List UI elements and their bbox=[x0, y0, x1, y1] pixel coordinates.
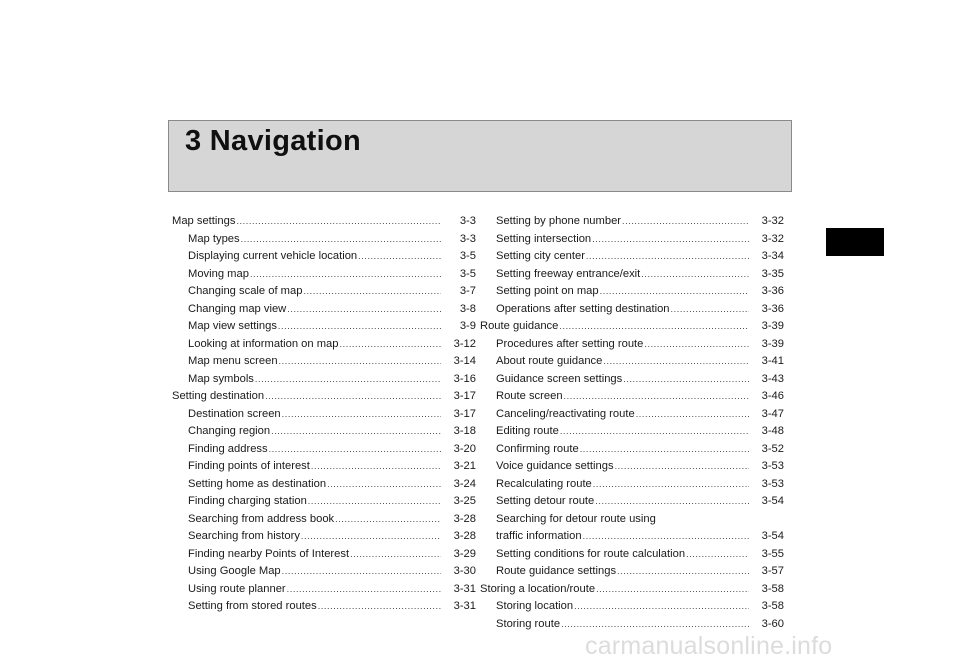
toc-entry-label: Map view settings bbox=[188, 320, 277, 332]
toc-entry[interactable] bbox=[172, 528, 476, 546]
toc-entry[interactable] bbox=[480, 301, 784, 319]
toc-entry-label: Finding points of interest bbox=[188, 460, 310, 472]
dot-leader bbox=[641, 266, 749, 284]
toc-entry-page: 3-57 bbox=[761, 565, 784, 577]
toc-entry-page: 3-28 bbox=[453, 512, 476, 525]
watermark: carmanualsonline.info bbox=[585, 632, 833, 660]
toc-entry-label: Using route planner bbox=[188, 582, 286, 595]
toc-entry-label: Searching from address book bbox=[188, 512, 335, 525]
toc-entry-label: Changing map view bbox=[188, 302, 287, 315]
dot-leader bbox=[303, 283, 441, 301]
toc-entry[interactable] bbox=[480, 563, 784, 581]
dot-leader bbox=[350, 546, 441, 564]
toc-entry-page: 3-12 bbox=[453, 337, 476, 350]
dot-leader bbox=[595, 493, 749, 511]
dot-leader bbox=[327, 476, 441, 494]
toc-entry-page: 3-54 bbox=[761, 495, 784, 507]
dot-leader bbox=[580, 441, 749, 459]
toc-section-entry[interactable] bbox=[480, 581, 784, 599]
toc-entry-label: Route screen bbox=[496, 390, 563, 402]
toc-entry-page: 3-9 bbox=[459, 320, 476, 332]
toc-entry[interactable] bbox=[172, 266, 476, 284]
dot-leader bbox=[255, 371, 441, 389]
toc-entry-label: Setting freeway entrance/exit bbox=[496, 267, 641, 280]
toc-entry-label: Confirming route bbox=[496, 442, 579, 455]
toc-entry-page: 3-31 bbox=[453, 600, 476, 612]
toc-entry[interactable] bbox=[172, 353, 476, 371]
toc-entry-label: Storing location bbox=[496, 600, 574, 612]
dot-leader bbox=[617, 563, 749, 581]
dot-leader bbox=[603, 353, 749, 371]
toc-entry[interactable] bbox=[172, 546, 476, 564]
toc-entry[interactable] bbox=[172, 301, 476, 319]
toc-entry[interactable] bbox=[480, 248, 784, 266]
toc-entry[interactable] bbox=[480, 423, 784, 441]
toc-entry-label: Route guidance settings bbox=[496, 565, 617, 577]
toc-entry[interactable] bbox=[480, 406, 784, 424]
toc-entry-page: 3-60 bbox=[761, 617, 784, 630]
toc-entry-label: Moving map bbox=[188, 267, 249, 280]
toc-entry-page: 3-3 bbox=[459, 232, 476, 245]
toc-entry-label: Looking at information on map bbox=[188, 337, 339, 350]
toc-entry-label: Searching from history bbox=[188, 530, 300, 542]
dot-leader bbox=[279, 353, 441, 371]
toc-entry[interactable] bbox=[480, 371, 784, 389]
toc-entry-page: 3-55 bbox=[761, 547, 784, 560]
dot-leader bbox=[592, 231, 749, 249]
toc-entry-label: Changing scale of map bbox=[188, 285, 303, 297]
dot-leader bbox=[600, 283, 749, 301]
toc-entry-page: 3-47 bbox=[761, 407, 784, 420]
toc-entry-page: 3-36 bbox=[761, 285, 784, 297]
toc-entry-page: 3-14 bbox=[453, 355, 476, 367]
toc-entry-page: 3-53 bbox=[761, 460, 784, 472]
toc-entry-label: Map types bbox=[188, 232, 240, 245]
toc-entry-label: Recalculating route bbox=[496, 477, 592, 490]
toc-entry-label: About route guidance bbox=[496, 355, 603, 367]
dot-leader bbox=[269, 441, 441, 459]
toc-entry-page: 3-3 bbox=[459, 215, 476, 227]
toc-entry-label: Storing a location/route bbox=[480, 582, 596, 595]
dot-leader bbox=[318, 598, 441, 616]
toc-entry-page: 3-30 bbox=[453, 565, 476, 577]
dot-leader bbox=[287, 581, 441, 599]
toc-entry[interactable] bbox=[480, 441, 784, 459]
toc-entry-label: Setting from stored routes bbox=[188, 600, 317, 612]
toc-entry-label: Map symbols bbox=[188, 372, 254, 385]
dot-leader bbox=[574, 598, 749, 616]
toc-entry[interactable] bbox=[480, 598, 784, 616]
toc-entry[interactable] bbox=[172, 458, 476, 476]
dot-leader bbox=[335, 511, 441, 529]
dot-leader bbox=[340, 336, 441, 354]
dot-leader bbox=[596, 581, 749, 599]
toc-entry-label: Setting city center bbox=[496, 250, 585, 262]
dot-leader bbox=[308, 493, 441, 511]
toc-entry[interactable] bbox=[172, 283, 476, 301]
toc-entry-page: 3-31 bbox=[453, 582, 476, 595]
dot-leader bbox=[250, 266, 441, 284]
toc-entry[interactable] bbox=[480, 336, 784, 354]
toc-entry-label: Setting conditions for route calculation bbox=[496, 547, 686, 560]
toc-entry[interactable] bbox=[172, 493, 476, 511]
toc-entry-label: Setting intersection bbox=[496, 232, 592, 245]
toc-entry-page: 3-46 bbox=[761, 390, 784, 402]
dot-leader bbox=[358, 248, 441, 266]
toc-entry[interactable] bbox=[172, 563, 476, 581]
toc-entry-page: 3-7 bbox=[459, 285, 476, 297]
dot-leader bbox=[686, 546, 749, 564]
toc-entry-page: 3-48 bbox=[761, 425, 784, 437]
dot-leader bbox=[236, 213, 441, 231]
toc-entry-page: 3-36 bbox=[761, 302, 784, 315]
dot-leader bbox=[560, 423, 749, 441]
dot-leader bbox=[593, 476, 749, 494]
toc-entry-page: 3-58 bbox=[761, 582, 784, 595]
toc-entry-label: Finding charging station bbox=[188, 495, 307, 507]
dot-leader bbox=[615, 458, 749, 476]
toc-section-entry[interactable] bbox=[172, 213, 476, 231]
dot-leader bbox=[282, 563, 441, 581]
toc-entry-page: 3-20 bbox=[453, 442, 476, 455]
toc-entry-page: 3-28 bbox=[453, 530, 476, 542]
dot-leader bbox=[301, 528, 441, 546]
toc-column-left bbox=[172, 213, 476, 616]
toc-entry-label: Procedures after setting route bbox=[496, 337, 644, 350]
toc-section-entry[interactable] bbox=[172, 388, 476, 406]
toc-entry-label: Finding address bbox=[188, 442, 268, 455]
toc-entry[interactable] bbox=[480, 458, 784, 476]
toc-entry[interactable] bbox=[172, 318, 476, 336]
toc-entry-page: 3-24 bbox=[453, 477, 476, 490]
toc-entry-page: 3-39 bbox=[761, 320, 784, 332]
toc-entry[interactable] bbox=[172, 423, 476, 441]
toc-entry-label: Searching for detour route using bbox=[496, 512, 656, 525]
toc-section-entry[interactable] bbox=[480, 318, 784, 336]
dot-leader bbox=[559, 318, 749, 336]
toc-entry-page: 3-41 bbox=[761, 355, 784, 367]
dot-leader bbox=[671, 301, 749, 319]
toc-entry[interactable] bbox=[480, 493, 784, 511]
dot-leader bbox=[636, 406, 749, 424]
toc-entry-page: 3-21 bbox=[453, 460, 476, 472]
toc-entry[interactable] bbox=[480, 283, 784, 301]
toc-entry-label: Setting destination bbox=[172, 390, 265, 402]
dot-leader bbox=[583, 528, 749, 546]
toc-entry-page: 3-58 bbox=[761, 600, 784, 612]
toc-entry[interactable] bbox=[480, 231, 784, 249]
toc-entry[interactable] bbox=[172, 598, 476, 616]
toc-entry-page: 3-5 bbox=[459, 267, 476, 280]
toc-entry-page: 3-52 bbox=[761, 442, 784, 455]
chapter-header bbox=[168, 120, 792, 192]
toc-entry[interactable] bbox=[172, 441, 476, 459]
toc-entry-label: Setting detour route bbox=[496, 495, 595, 507]
toc-entry-label: Canceling/reactivating route bbox=[496, 407, 635, 420]
toc-entry-label: Editing route bbox=[496, 425, 559, 437]
toc-entry-page: 3-39 bbox=[761, 337, 784, 350]
toc-entry-label: Setting home as destination bbox=[188, 477, 327, 490]
chapter-tab-marker bbox=[826, 228, 884, 256]
toc-entry-label: Map settings bbox=[172, 215, 236, 227]
toc-entry[interactable] bbox=[172, 406, 476, 424]
dot-leader bbox=[278, 318, 441, 336]
toc-entry-label: Map menu screen bbox=[188, 355, 278, 367]
dot-leader bbox=[622, 213, 749, 231]
toc-entry-page: 3-17 bbox=[453, 390, 476, 402]
toc-entry-page: 3-34 bbox=[761, 250, 784, 262]
dot-leader bbox=[265, 388, 441, 406]
toc-entry-page: 3-5 bbox=[459, 250, 476, 262]
toc-entry-label: Finding nearby Points of Interest bbox=[188, 547, 350, 560]
toc-entry-label: Using Google Map bbox=[188, 565, 281, 577]
toc-entry-label: Route guidance bbox=[480, 320, 559, 332]
dot-leader bbox=[282, 406, 441, 424]
toc-entry-page: 3-32 bbox=[761, 232, 784, 245]
toc-entry-label: Guidance screen settings bbox=[496, 372, 623, 385]
toc-entry-label: Destination screen bbox=[188, 407, 281, 420]
toc-entry-label: Setting point on map bbox=[496, 285, 599, 297]
toc-entry-label: Storing route bbox=[496, 617, 561, 630]
toc-entry[interactable] bbox=[172, 336, 476, 354]
dot-leader bbox=[586, 248, 749, 266]
toc-entry-page: 3-16 bbox=[453, 372, 476, 385]
dot-leader bbox=[644, 336, 749, 354]
dot-leader bbox=[271, 423, 441, 441]
toc-entry[interactable] bbox=[172, 371, 476, 389]
toc-entry-label: Displaying current vehicle location bbox=[188, 250, 358, 262]
toc-entry[interactable] bbox=[480, 511, 784, 546]
toc-entry-page: 3-53 bbox=[761, 477, 784, 490]
toc-entry[interactable] bbox=[480, 388, 784, 406]
toc-entry[interactable] bbox=[172, 248, 476, 266]
dot-leader bbox=[311, 458, 441, 476]
toc-entry[interactable] bbox=[480, 266, 784, 284]
dot-leader bbox=[561, 616, 749, 634]
dot-leader bbox=[623, 371, 749, 389]
toc-entry-label: Operations after setting destination bbox=[496, 302, 670, 315]
toc-entry[interactable] bbox=[172, 476, 476, 494]
chapter-title: 3 Navigation bbox=[185, 125, 362, 157]
dot-leader bbox=[241, 231, 441, 249]
toc-entry[interactable] bbox=[172, 581, 476, 599]
toc-entry-page: 3-54 bbox=[761, 530, 784, 542]
toc-entry[interactable] bbox=[480, 616, 784, 634]
dot-leader bbox=[287, 301, 441, 319]
toc-entry[interactable] bbox=[172, 511, 476, 529]
toc-entry-page: 3-17 bbox=[453, 407, 476, 420]
toc-entry-page: 3-29 bbox=[453, 547, 476, 560]
toc-entry-page: 3-32 bbox=[761, 215, 784, 227]
toc-entry-label: Changing region bbox=[188, 425, 271, 437]
toc-entry-page: 3-18 bbox=[453, 425, 476, 437]
toc-column-right bbox=[480, 213, 784, 633]
toc-entry-label-continued: traffic information bbox=[496, 530, 582, 542]
toc-entry[interactable] bbox=[480, 213, 784, 231]
toc-entry-page: 3-25 bbox=[453, 495, 476, 507]
toc-entry[interactable] bbox=[480, 546, 784, 564]
toc-entry-page: 3-35 bbox=[761, 267, 784, 280]
dot-leader bbox=[564, 388, 749, 406]
toc-entry[interactable] bbox=[480, 476, 784, 494]
toc-entry-page: 3-43 bbox=[761, 372, 784, 385]
toc-entry[interactable] bbox=[480, 353, 784, 371]
toc-entry-label: Setting by phone number bbox=[496, 215, 622, 227]
toc-entry-page: 3-8 bbox=[459, 302, 476, 315]
toc-entry-label: Voice guidance settings bbox=[496, 460, 614, 472]
toc-entry[interactable] bbox=[172, 231, 476, 249]
